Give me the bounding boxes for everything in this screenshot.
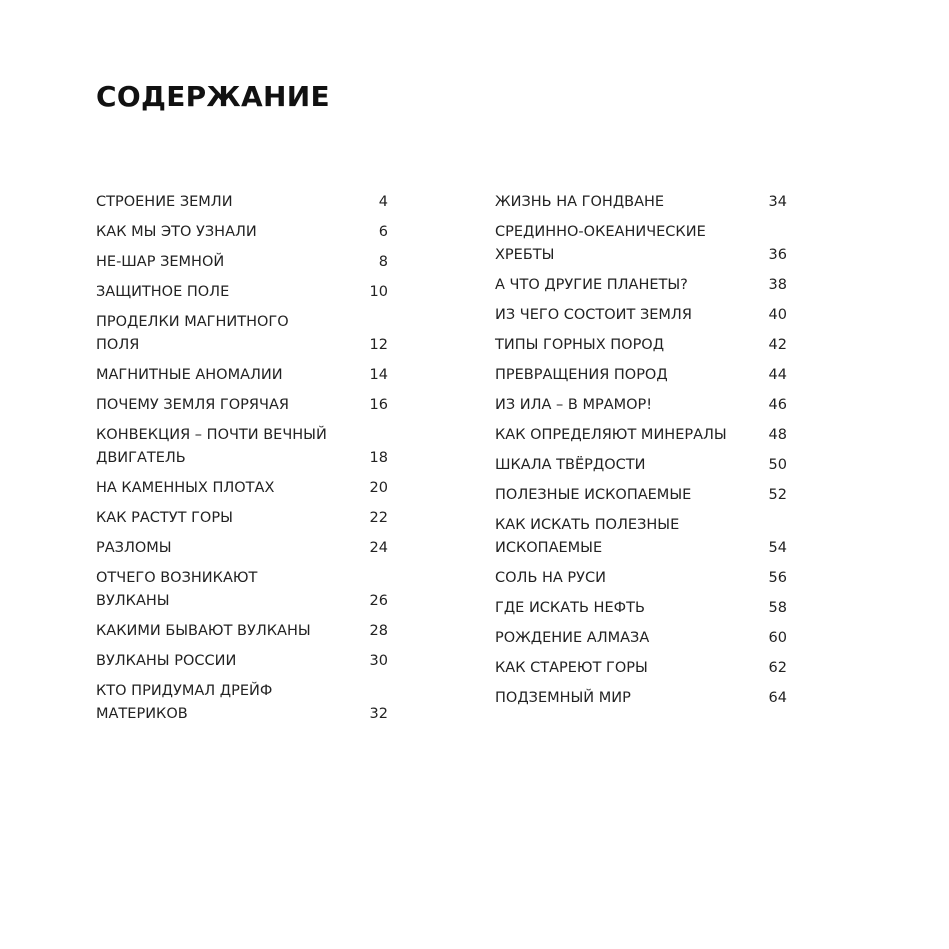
toc-entry[interactable] xyxy=(96,680,388,726)
toc-left-column xyxy=(96,191,388,733)
toc-entry-page: 4 xyxy=(378,194,388,210)
page-title: СОДЕРЖАНИЕ xyxy=(96,80,330,113)
toc-entry[interactable] xyxy=(96,567,388,613)
toc-entry-page: 22 xyxy=(369,510,388,526)
toc-entry-page: 28 xyxy=(369,623,388,639)
toc-entry-page: 40 xyxy=(768,307,787,323)
toc-entry-page: 36 xyxy=(768,247,787,263)
toc-entry-title: КОНВЕКЦИЯ – ПОЧТИ ВЕЧНЫЙ ДВИГАТЕЛЬ xyxy=(96,427,327,466)
toc-entry-title: РАЗЛОМЫ xyxy=(96,540,172,556)
toc-entry[interactable] xyxy=(495,567,787,590)
toc-entry-page: 32 xyxy=(369,706,388,722)
toc-entry-title: ОТЧЕГО ВОЗНИКАЮТ ВУЛКАНЫ xyxy=(96,570,258,609)
toc-entry-title: КАК РАСТУТ ГОРЫ xyxy=(96,510,233,526)
toc-entry-page: 6 xyxy=(378,224,388,240)
toc-entry-page: 34 xyxy=(768,194,787,210)
toc-entry-title: КАК ИСКАТЬ ПОЛЕЗНЫЕ ИСКОПАЕМЫЕ xyxy=(495,517,680,556)
toc-entry[interactable] xyxy=(495,687,787,710)
toc-entry[interactable] xyxy=(495,424,787,447)
toc-entry-page: 30 xyxy=(369,653,388,669)
toc-entry-title: КТО ПРИДУМАЛ ДРЕЙФ МАТЕРИКОВ xyxy=(96,683,273,722)
toc-entry[interactable] xyxy=(495,484,787,507)
toc-entry-page: 16 xyxy=(369,397,388,413)
toc-entry[interactable] xyxy=(96,620,388,643)
toc-entry-page: 56 xyxy=(768,570,787,586)
toc-entry[interactable] xyxy=(96,650,388,673)
toc-entry[interactable] xyxy=(96,251,388,274)
toc-entry-page: 20 xyxy=(369,480,388,496)
toc-entry[interactable] xyxy=(495,364,787,387)
toc-entry[interactable] xyxy=(96,364,388,387)
toc-entry-title: ПОЧЕМУ ЗЕМЛЯ ГОРЯЧАЯ xyxy=(96,397,289,413)
toc-entry-page: 46 xyxy=(768,397,787,413)
toc-entry-title: НЕ-ШАР ЗЕМНОЙ xyxy=(96,254,225,270)
toc-entry-title: ПОЛЕЗНЫЕ ИСКОПАЕМЫЕ xyxy=(495,487,692,503)
toc-entry[interactable] xyxy=(96,311,388,357)
toc-entry[interactable] xyxy=(96,507,388,530)
toc-entry[interactable] xyxy=(495,304,787,327)
toc-entry[interactable] xyxy=(96,537,388,560)
toc-entry[interactable] xyxy=(495,597,787,620)
toc-entry[interactable] xyxy=(495,221,787,267)
toc-entry[interactable] xyxy=(495,191,787,214)
toc-entry-title: КАК ОПРЕДЕЛЯЮТ МИНЕРАЛЫ xyxy=(495,427,727,443)
toc-entry[interactable] xyxy=(495,394,787,417)
toc-entry[interactable] xyxy=(495,274,787,297)
toc-entry-title: ПРОДЕЛКИ МАГНИТНОГО ПОЛЯ xyxy=(96,314,289,353)
toc-entry-page: 54 xyxy=(768,540,787,556)
toc-entry-title: НА КАМЕННЫХ ПЛОТАХ xyxy=(96,480,275,496)
toc-entry-title: СТРОЕНИЕ ЗЕМЛИ xyxy=(96,194,233,210)
toc-entry-page: 24 xyxy=(369,540,388,556)
toc-entry-page: 18 xyxy=(369,450,388,466)
toc-entry-page: 50 xyxy=(768,457,787,473)
toc-entry-page: 52 xyxy=(768,487,787,503)
toc-entry[interactable] xyxy=(96,221,388,244)
toc-entry-title: ПРЕВРАЩЕНИЯ ПОРОД xyxy=(495,367,668,383)
toc-entry[interactable] xyxy=(495,514,787,560)
toc-entry-page: 48 xyxy=(768,427,787,443)
toc-entry-title: КАК МЫ ЭТО УЗНАЛИ xyxy=(96,224,257,240)
toc-right-column xyxy=(495,191,787,717)
toc-entry[interactable] xyxy=(495,334,787,357)
toc-entry-page: 12 xyxy=(369,337,388,353)
toc-entry-page: 14 xyxy=(369,367,388,383)
toc-entry-page: 44 xyxy=(768,367,787,383)
toc-entry[interactable] xyxy=(96,477,388,500)
toc-entry-title: А ЧТО ДРУГИЕ ПЛАНЕТЫ? xyxy=(495,277,688,293)
toc-entry-title: ШКАЛА ТВЁРДОСТИ xyxy=(495,457,646,473)
toc-entry-title: ЗАЩИТНОЕ ПОЛЕ xyxy=(96,284,230,300)
toc-entry-title: ИЗ ИЛА – В МРАМОР! xyxy=(495,397,653,413)
toc-entry-title: ЖИЗНЬ НА ГОНДВАНЕ xyxy=(495,194,665,210)
toc-entry-title: ПОДЗЕМНЫЙ МИР xyxy=(495,690,631,706)
toc-entry-page: 10 xyxy=(369,284,388,300)
toc-entry-title: СРЕДИННО-ОКЕАНИЧЕСКИЕ ХРЕБТЫ xyxy=(495,224,706,263)
toc-entry-title: МАГНИТНЫЕ АНОМАЛИИ xyxy=(96,367,283,383)
toc-entry-title: РОЖДЕНИЕ АЛМАЗА xyxy=(495,630,650,646)
toc-entry[interactable] xyxy=(96,394,388,417)
toc-entry-page: 8 xyxy=(378,254,388,270)
toc-entry-title: СОЛЬ НА РУСИ xyxy=(495,570,606,586)
toc-entry-title: ГДЕ ИСКАТЬ НЕФТЬ xyxy=(495,600,645,616)
toc-entry-page: 60 xyxy=(768,630,787,646)
toc-entry-page: 26 xyxy=(369,593,388,609)
toc-entry[interactable] xyxy=(495,627,787,650)
toc-entry[interactable] xyxy=(495,454,787,477)
toc-entry-page: 62 xyxy=(768,660,787,676)
toc-entry-title: ВУЛКАНЫ РОССИИ xyxy=(96,653,237,669)
toc-entry-title: КАКИМИ БЫВАЮТ ВУЛКАНЫ xyxy=(96,623,311,639)
toc-entry-page: 42 xyxy=(768,337,787,353)
toc-entry-page: 58 xyxy=(768,600,787,616)
toc-entry-page: 38 xyxy=(768,277,787,293)
toc-entry-title: ИЗ ЧЕГО СОСТОИТ ЗЕМЛЯ xyxy=(495,307,692,323)
toc-entry[interactable] xyxy=(495,657,787,680)
toc-entry-page: 64 xyxy=(768,690,787,706)
toc-entry[interactable] xyxy=(96,424,388,470)
toc-entry[interactable] xyxy=(96,281,388,304)
toc-entry-title: ТИПЫ ГОРНЫХ ПОРОД xyxy=(495,337,665,353)
toc-entry-title: КАК СТАРЕЮТ ГОРЫ xyxy=(495,660,648,676)
toc-entry[interactable] xyxy=(96,191,388,214)
